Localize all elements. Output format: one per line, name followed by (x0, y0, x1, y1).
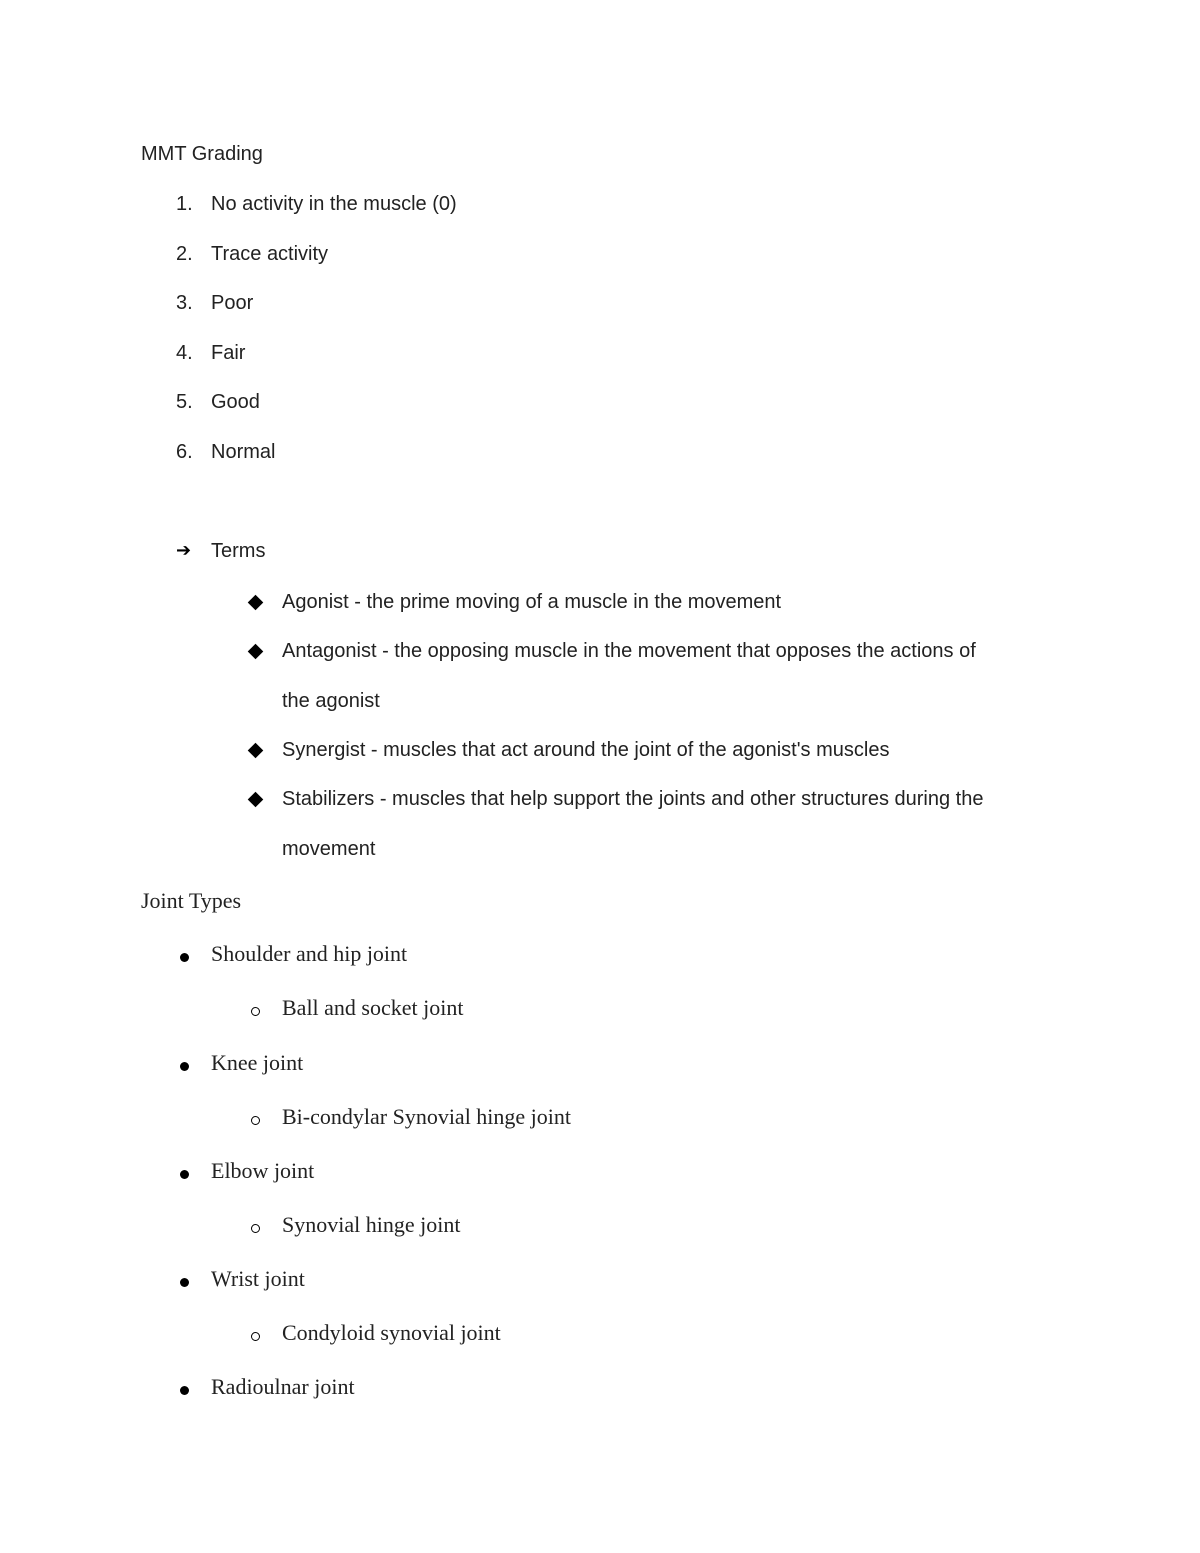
grade-number: 4. (176, 342, 193, 364)
grade-number: 2. (176, 243, 193, 265)
grade-item: Poor (211, 292, 254, 314)
bullet-dot-icon (180, 1275, 189, 1291)
diamond-bullet-icon (250, 645, 261, 661)
grade-item: Fair (211, 342, 246, 364)
bullet-circle-icon (251, 1004, 260, 1020)
arrow-right-icon: ➔ (176, 540, 192, 561)
bullet-circle-icon (251, 1221, 260, 1237)
term-item-continued: movement (282, 838, 376, 860)
bullet-dot-icon (180, 1167, 189, 1183)
joint-item: Knee joint (211, 1050, 304, 1075)
bullet-dot-icon (180, 950, 189, 966)
joint-item: Shoulder and hip joint (211, 941, 408, 966)
grade-number: 3. (176, 292, 193, 314)
grade-number: 1. (176, 193, 193, 215)
terms-heading: Terms (211, 540, 266, 562)
joint-item: Radioulnar joint (211, 1374, 355, 1399)
joint-type: Synovial hinge joint (282, 1212, 461, 1237)
joint-item: Elbow joint (211, 1158, 315, 1183)
joint-type: Condyloid synovial joint (282, 1320, 501, 1345)
grade-item: Trace activity (211, 243, 329, 265)
diamond-bullet-icon (250, 596, 261, 612)
bullet-circle-icon (251, 1113, 260, 1129)
grade-item: Good (211, 391, 260, 413)
grade-item: Normal (211, 441, 276, 463)
term-item: Antagonist - the opposing muscle in the movement that opposes the actions of (282, 640, 976, 662)
grade-number: 5. (176, 391, 193, 413)
joint-type: Bi-condylar Synovial hinge joint (282, 1104, 572, 1129)
joints-heading: Joint Types (141, 888, 242, 913)
grade-number: 6. (176, 441, 193, 463)
bullet-dot-icon (180, 1059, 189, 1075)
bullet-circle-icon (251, 1329, 260, 1345)
mmt-heading: MMT Grading (141, 143, 263, 165)
diamond-bullet-icon (250, 744, 261, 760)
joint-type: Ball and socket joint (282, 995, 464, 1020)
term-item: Stabilizers - muscles that help support the joints and other structures during the (282, 788, 984, 810)
term-item: Synergist - muscles that act around the joint of the agonist's muscles (282, 739, 890, 761)
term-item: Agonist - the prime moving of a muscle in the movement (282, 591, 782, 613)
joint-item: Wrist joint (211, 1266, 305, 1291)
grade-item: No activity in the muscle (0) (211, 193, 457, 215)
diamond-bullet-icon (250, 793, 261, 809)
bullet-dot-icon (180, 1383, 189, 1399)
term-item-continued: the agonist (282, 690, 380, 712)
